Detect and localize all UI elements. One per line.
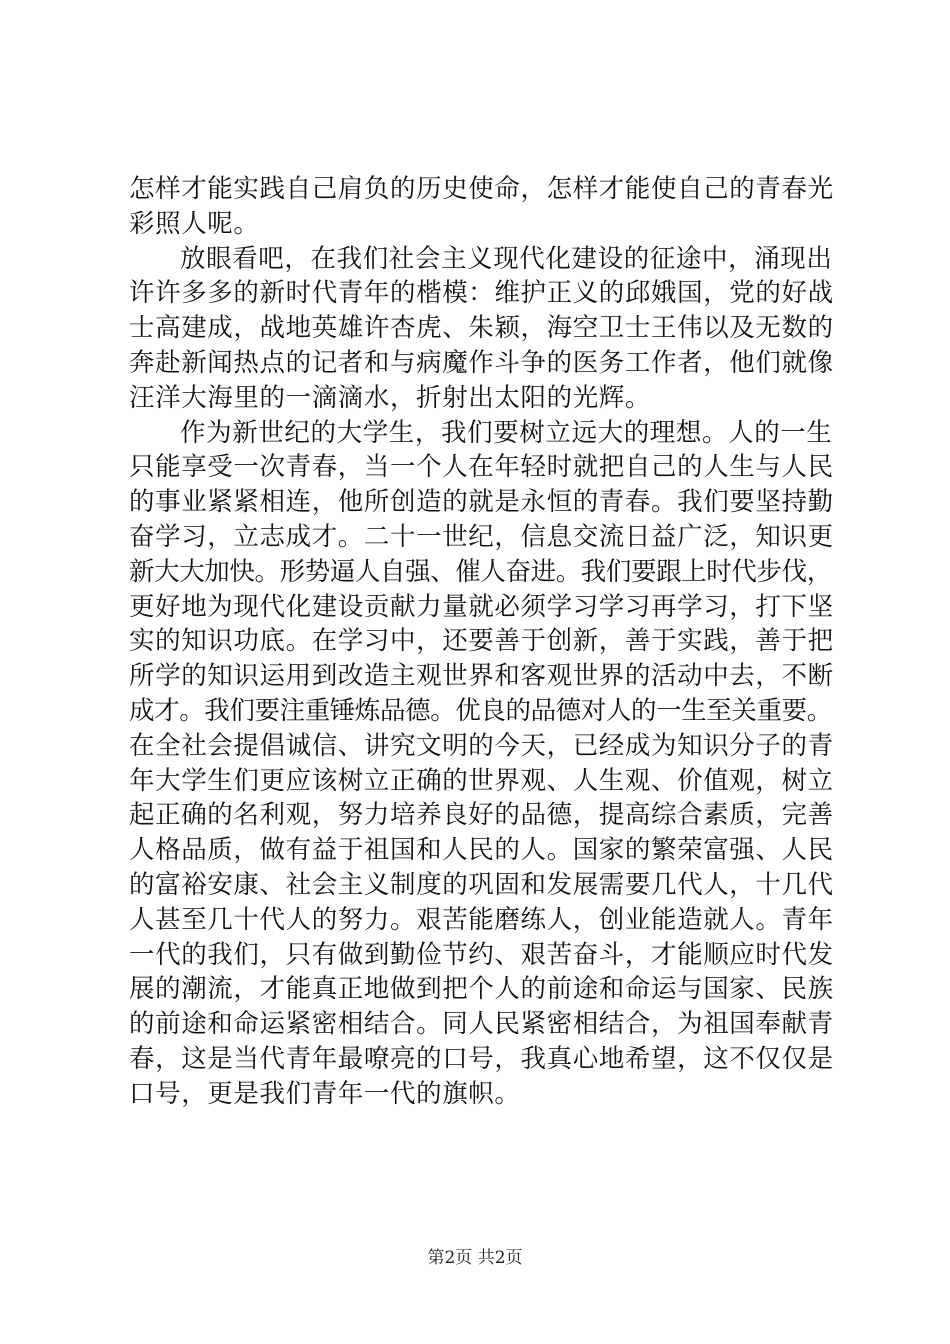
- text-line: 人格品质，做有益于祖国和人民的人。国家的繁荣富强、人民: [129, 835, 834, 866]
- text-line: 起正确的名利观，努力培养良好的品德，提高综合素质，完善: [129, 800, 834, 831]
- text-line: 许许多多的新时代青年的楷模：维护正义的邱娥国，党的好战: [129, 278, 834, 309]
- text-line: 展的潮流，才能真正地做到把个人的前途和命运与国家、民族: [129, 974, 834, 1005]
- text-line: 汪洋大海里的一滴滴水，折射出太阳的光辉。: [129, 382, 652, 413]
- page-footer: [0, 1247, 950, 1269]
- text-line: 新大大加快。形势逼人自强、催人奋进。我们要跟上时代步伐，: [129, 556, 832, 587]
- text-line: 人甚至几十代人的努力。艰苦能磨练人，创业能造就人。青年: [129, 904, 834, 935]
- text-line: 的事业紧紧相连，他所创造的就是永恒的青春。我们要坚持勤: [129, 487, 834, 518]
- text-line: 彩照人呢。: [129, 208, 260, 239]
- text-line: 的前途和命运紧密相结合。同人民紧密相结合，为祖国奉献青: [129, 1009, 834, 1040]
- text-line: 口号，更是我们青年一代的旗帜。: [129, 1078, 521, 1109]
- text-line: 在全社会提倡诚信、讲究文明的今天，已经成为知识分子的青: [129, 730, 834, 761]
- text-line: 奔赴新闻热点的记者和与病魔作斗争的医务工作者，他们就像: [129, 347, 834, 378]
- text-line: 怎样才能实践自己肩负的历史使命，怎样才能使自己的青春光: [129, 174, 834, 204]
- text-line: 所学的知识运用到改造主观世界和客观世界的活动中去，不断: [129, 661, 834, 692]
- text-line: 士高建成，战地英雄许杏虎、朱颖，海空卫士王伟以及无数的: [129, 313, 834, 344]
- text-line: 春，这是当代青年最嘹亮的口号，我真心地希望，这不仅仅是: [129, 1043, 834, 1074]
- text-line: 更好地为现代化建设贡献力量就必须学习学习再学习，打下坚: [129, 591, 834, 622]
- text-line: 一代的我们，只有做到勤俭节约、艰苦奋斗，才能顺应时代发: [129, 939, 834, 970]
- text-line: 作为新世纪的大学生，我们要树立远大的理想。人的一生: [180, 417, 833, 448]
- text-line: 年大学生们更应该树立正确的世界观、人生观、价值观，树立: [129, 765, 834, 796]
- text-line: 奋学习，立志成才。二十一世纪，信息交流日益广泛，知识更: [129, 521, 834, 552]
- document-body: [129, 172, 835, 1112]
- text-line: 放眼看吧，在我们社会主义现代化建设的征途中，涌现出: [180, 243, 833, 274]
- text-line: 实的知识功底。在学习中，还要善于创新，善于实践，善于把: [129, 626, 834, 657]
- text-line: 成才。我们要注重锤炼品德。优良的品德对人的一生至关重要。: [129, 695, 832, 726]
- text-line: 的富裕安康、社会主义制度的巩固和发展需要几代人，十几代: [129, 869, 834, 900]
- text-line: 只能享受一次青春，当一个人在年轻时就把自己的人生与人民: [129, 452, 834, 483]
- page-number-label: 第2页 共2页: [427, 1248, 523, 1268]
